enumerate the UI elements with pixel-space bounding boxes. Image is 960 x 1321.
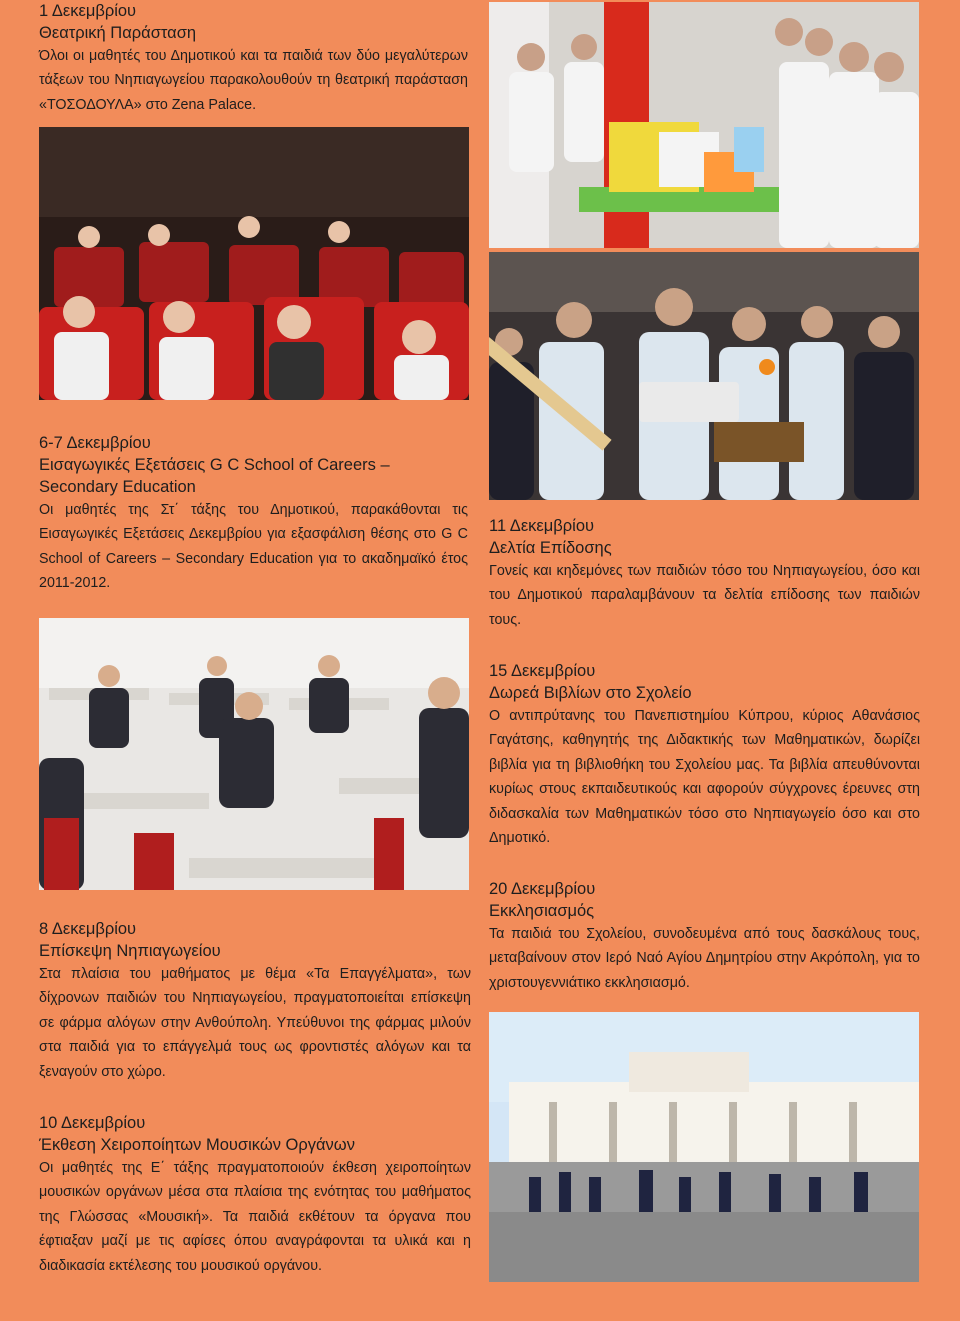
section-title: Εισαγωγικές Εξετάσεις G C School of Careers – Secondary Education	[39, 456, 390, 496]
section-title: Έκθεση Χειροποίητων Μουσικών Οργάνων	[39, 1136, 355, 1154]
section-entrance-exams	[39, 432, 468, 596]
section-text: Όλοι οι μαθητές του Δημοτικού και τα παιδιά των δύο μεγαλύτερων τάξεων του Νηπιαγωγείου παρακολουθούν τη θεατρική παράσταση «ΤΟΣΟΔΟΥΛΑ» στο Zena Palace.	[39, 48, 468, 113]
section-report-cards	[489, 515, 920, 632]
photo-church-courtyard	[489, 1012, 919, 1282]
section-text: Οι μαθητές της Στ΄ τάξης του Δημοτικού, παρακάθονται τις Εισαγωγικές Εξετάσεις Δεκεμβρίου για εξασφάλιση θέσης στο G C School of Careers – Secondary Education για το ακαδημαϊκό έτος 2011-2012.	[39, 502, 468, 592]
section-date: 20 Δεκεμβρίου	[489, 880, 596, 898]
section-date: 8 Δεκεμβρίου	[39, 920, 137, 938]
section-title: Θεατρική Παράσταση	[39, 24, 197, 42]
section-instruments-exhibition	[39, 1112, 471, 1278]
section-date: 6-7 Δεκεμβρίου	[39, 434, 151, 452]
photo-theatre-audience	[39, 127, 469, 400]
section-date: 1 Δεκεμβρίου	[39, 2, 137, 20]
section-date: 10 Δεκεμβρίου	[39, 1114, 146, 1132]
photo-students-instruments	[489, 252, 919, 500]
section-title: Δελτία Επίδοσης	[489, 539, 612, 557]
section-church-service	[489, 878, 920, 995]
section-date: 11 Δεκεμβρίου	[489, 517, 595, 535]
section-book-donation	[489, 660, 920, 850]
section-date: 15 Δεκεμβρίου	[489, 662, 596, 680]
section-text: Τα παιδιά του Σχολείου, συνοδευμένα από τους δασκάλους τους, μεταβαίνουν στον Ιερό Ναό Αγίου Δημητρίου στην Ακρόπολη, για το χριστουγεννιάτικο εκκλησιασμό.	[489, 926, 920, 991]
photo-exhibition-table	[489, 2, 919, 248]
section-title: Επίσκεψη Νηπιαγωγείου	[39, 942, 221, 960]
section-text: Οι μαθητές της Ε΄ τάξης πραγματοποιούν έκθεση χειροποίητων μουσικών οργάνων μέσα στα πλαίσια της ενότητας του μαθήματος της Γλώσσας «Μουσική». Τα παιδιά εκθέτουν τα όργανα που έφτιαξαν μαζί με τις αφίσες όπου αναγράφονται τα υλικά και η διαδικασία εκτέλεσης του μουσικού οργάνου.	[39, 1160, 471, 1274]
section-theatre	[39, 0, 468, 117]
section-title: Εκκλησιασμός	[489, 902, 595, 920]
photo-exam-room	[39, 618, 469, 890]
section-kindergarten-visit	[39, 918, 471, 1084]
section-text: Γονείς και κηδεμόνες των παιδιών τόσο του Νηπιαγωγείου, όσο και του Δημοτικού παραλαμβάνουν τα δελτία επίδοσης των παιδιών τους.	[489, 563, 920, 628]
section-title: Δωρεά Βιβλίων στο Σχολείο	[489, 684, 692, 702]
section-text: Ο αντιπρύτανης του Πανεπιστημίου Κύπρου, κύριος Αθανάσιος Γαγάτσης, καθηγητής της Διδακτικής των Μαθηματικών, δωρίζει βιβλία για τη βιβλιοθήκη του Σχολείου μας. Τα βιβλία απευθύνονται κυρίως στους εκπαιδευτικούς και αφορούν σύγχρονες έρευνες στη διδασκαλία των Μαθηματικών τόσο στο Νηπιαγωγείο όσο και στο Δημοτικό.	[489, 708, 920, 847]
section-text: Στα πλαίσια του μαθήματος με θέμα «Τα Επαγγέλματα», των δίχρονων παιδιών του Νηπιαγωγείου, πραγματοποιείται επίσκεψη σε φάρμα αλόγων στην Ανθούπολη. Υπεύθυνοι της φάρμας μιλούν στα παιδιά για το επάγγελμά τους ως φροντιστές αλόγων και τα ξεναγούν στο χώρο.	[39, 966, 471, 1080]
